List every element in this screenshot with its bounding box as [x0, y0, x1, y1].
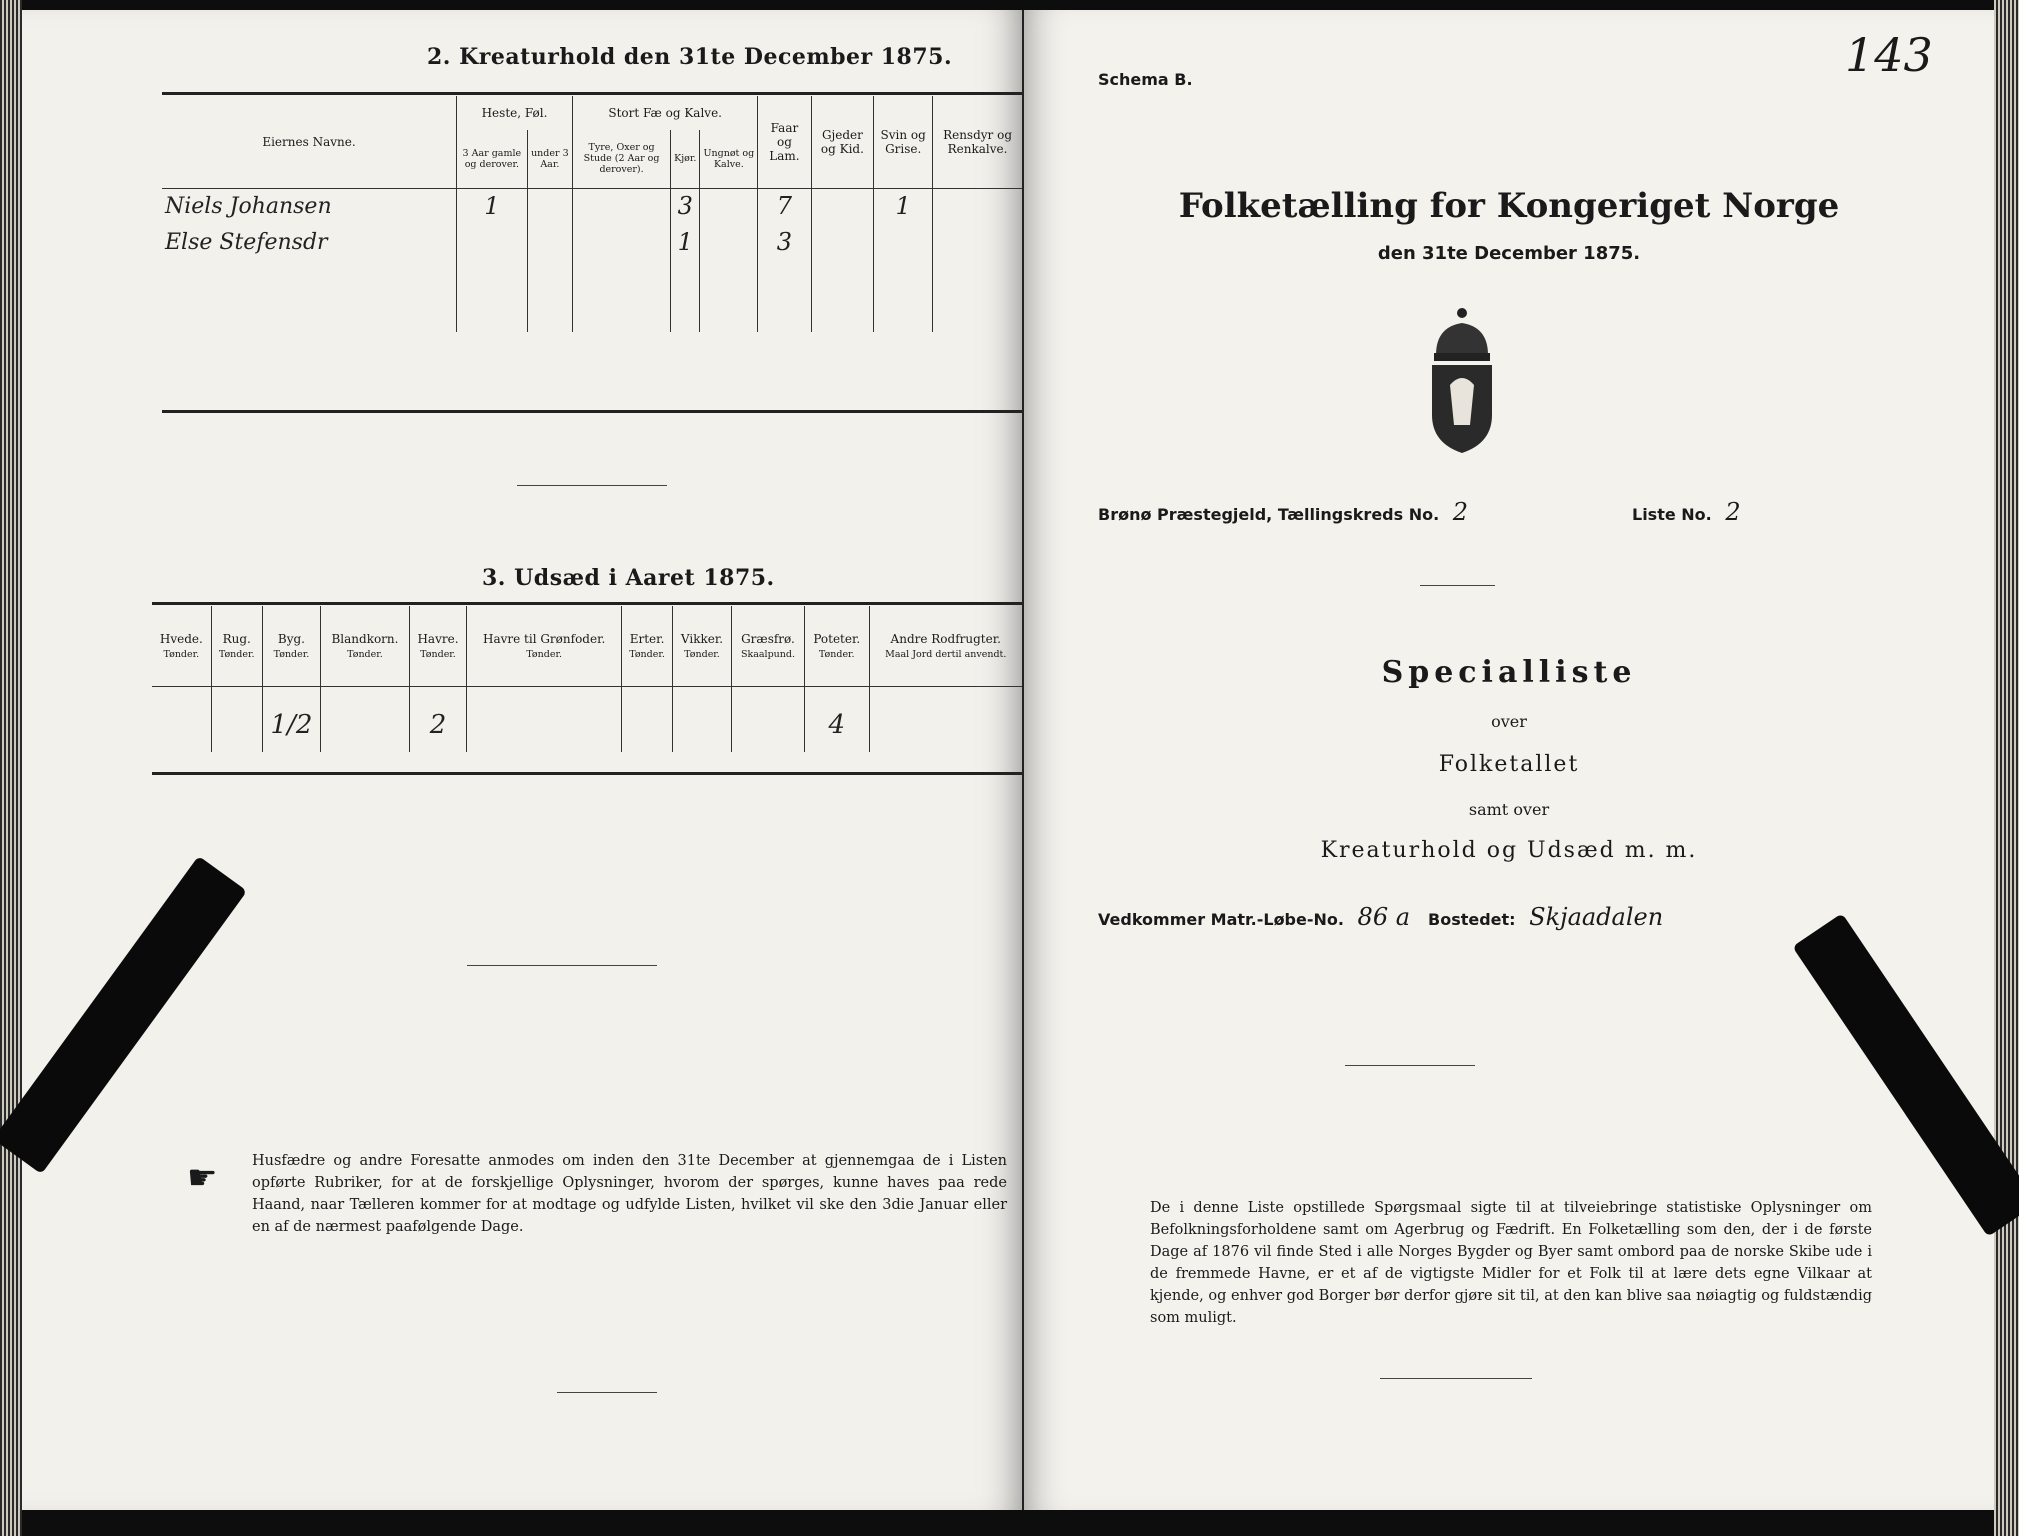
page-number: 143 [1845, 28, 1933, 82]
header-label: Græsfrø. [741, 631, 795, 646]
owner-name: Niels Johansen [162, 188, 457, 224]
matr-label: Vedkommer Matr.-Løbe-No. [1098, 910, 1344, 929]
sowing-top-rule [152, 602, 1022, 605]
owner-name: Else Stefensdr [162, 224, 457, 260]
kreaturhold-text: Kreaturhold og Udsæd m. m. [1320, 838, 1698, 863]
header-label: Blandkorn. [331, 631, 399, 646]
faar-value: 7 [758, 188, 811, 224]
matr-row [1098, 903, 1418, 931]
header-unit: Skaalpund. [740, 648, 795, 660]
header-unit: Tønder. [684, 648, 720, 660]
stort-sub3: Ungnøt og Kalve. [700, 130, 758, 188]
divider [557, 1392, 657, 1393]
header-label: Vikker. [680, 631, 724, 646]
folketallet-text: Folketallet [1438, 752, 1580, 777]
rensdyr-header: Rensdyr og Renkalve. [933, 96, 1022, 188]
table-bottom-rule [162, 410, 1022, 413]
divider [1420, 585, 1495, 586]
kjor-value: 3 [671, 188, 700, 224]
svin-value: 1 [874, 188, 933, 224]
matr-number: 86 a [1357, 903, 1411, 931]
header-label: Poteter. [813, 631, 861, 646]
table-top-rule [162, 92, 1022, 95]
heste-sub2: under 3 Aar. [527, 130, 572, 188]
sowing-table [152, 606, 1022, 752]
kjor-value: 1 [671, 224, 700, 260]
header-unit: Tønder. [218, 648, 255, 660]
header-label: Hvede. [159, 631, 203, 646]
header-label: Byg. [277, 631, 305, 646]
heste-sub1: 3 Aar gamle og derover. [457, 130, 528, 188]
poteter-value: 4 [805, 698, 870, 752]
explanation-text: De i denne Liste opstillede Spørgsmaal sigte til at tilveiebringe statistiske Oplysninger om Befolkningsforholdene samt om Agerbrug og Fædrift. En Folketælling som den, der i de første Dage af 1876 vil finde Sted i alle Norges Bygder og Byer samt ombord paa de norske Skibe ude i de fremmede Havne, er et af de vigtigste Midler for et Folk til at lære dets egne Vilkaar at kjende, og enhver god Borger bør derfor gjøre sit til, at den kan blive saa nøiagtig og fuldstændig som muligt. [1150, 1200, 1872, 1326]
liste-row [1632, 498, 1749, 526]
stort-sub2: Kjør. [671, 130, 700, 188]
over-text: over [1491, 712, 1527, 731]
divider [517, 485, 667, 486]
prestegjeld-label: Brønø Præstegjeld, Tællingskreds No. [1098, 505, 1440, 524]
table-row [162, 188, 1022, 224]
coat-of-arms-icon [1422, 305, 1502, 455]
header-unit: Tønder. [818, 648, 855, 660]
sowing-bottom-rule [152, 772, 1022, 775]
prestegjeld-row [1098, 498, 1476, 526]
liste-number: 2 [1725, 498, 1741, 526]
section3-title: 3. Udsæd i Aaret 1875. [482, 565, 775, 591]
byg-value: 1/2 [262, 698, 320, 752]
kreds-number: 2 [1452, 498, 1469, 526]
header-unit: Maal Jord dertil anvendt. [885, 648, 1007, 660]
bostedet-label: Bostedet: [1428, 910, 1516, 929]
section2-title: 2. Kreaturhold den 31te December 1875. [427, 44, 953, 70]
header-unit: Tønder. [629, 648, 665, 660]
heste-value: 1 [457, 188, 528, 224]
gjeder-header: Gjeder og Kid. [811, 96, 874, 188]
table-row [162, 224, 1022, 260]
faar-value: 3 [758, 224, 811, 260]
header-unit: Tønder. [526, 648, 562, 660]
special-list-title: Specialliste [1381, 655, 1637, 690]
faar-header: Faar og Lam. [758, 96, 811, 188]
owner-header: Eiernes Navne. [162, 96, 457, 188]
divider [1380, 1378, 1532, 1379]
header-unit: Tønder. [347, 648, 383, 660]
header-label: Erter. [629, 631, 665, 646]
table-row [152, 698, 1022, 752]
stort-sub1: Tyre, Oxer og Stude (2 Aar og derover). [573, 130, 671, 188]
livestock-table [162, 96, 1022, 332]
header-label: Havre. [417, 631, 459, 646]
notice-text: Husfædre og andre Foresatte anmodes om inden den 31te December at gjennemgaa de i Listen opførte Rubriker, for at de forskjellige Oplysninger, hvorom der spørges, kunne haves paa rede Haand, naar Tælleren kommer for at modtage og udfylde Listen, hvilket vil ske den 3die Januar eller en af de nærmest paafølgende Dage. [252, 1153, 1007, 1235]
left-page [22, 10, 1024, 1510]
svin-header: Svin og Grise. [874, 96, 933, 188]
stort-header: Stort Fæ og Kalve. [573, 96, 758, 130]
header-label: Havre til Grønfoder. [482, 631, 606, 646]
header-label: Andre Rodfrugter. [890, 631, 1001, 646]
pointing-hand-icon: ☛ [187, 1158, 218, 1198]
census-title: Folketælling for Kongeriget Norge [1178, 186, 1840, 226]
header-label: Rug. [222, 631, 251, 646]
header-unit: Tønder. [163, 648, 200, 660]
page-edges-right [1994, 0, 2019, 1536]
divider [467, 965, 657, 966]
bostedet-row [1428, 903, 1671, 931]
samt-over-text: samt over [1468, 800, 1550, 819]
bostedet-value: Skjaadalen [1529, 903, 1664, 931]
schema-label: Schema B. [1098, 70, 1193, 89]
page-edges-left [0, 0, 22, 1536]
census-date: den 31te December 1875. [1377, 243, 1641, 264]
divider [1345, 1065, 1475, 1066]
heste-header: Heste, Føl. [457, 96, 573, 130]
header-unit: Tønder. [420, 648, 456, 660]
sowing-header-row [152, 606, 1022, 686]
liste-label: Liste No. [1632, 505, 1712, 524]
header-unit: Tønder. [273, 648, 310, 660]
havre-value: 2 [409, 698, 467, 752]
